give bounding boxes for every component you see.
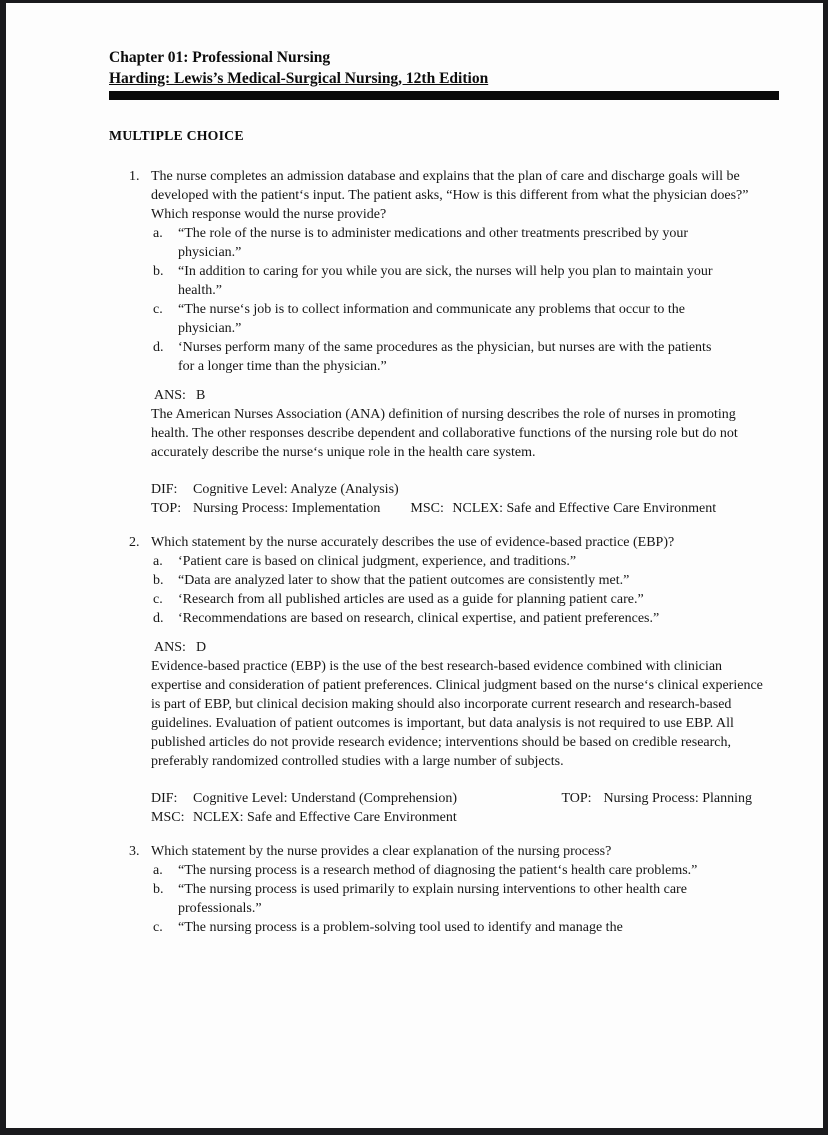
option-text: ‘Nurses perform many of the same procedures as the physician, but nurses are with the patients for a longer time than the physician.” — [178, 340, 712, 374]
option-row — [151, 552, 768, 571]
answer-value: D — [196, 640, 207, 655]
option-row — [151, 262, 768, 300]
question-number: 3. — [129, 844, 140, 859]
option-row — [151, 338, 768, 376]
answer-label: ANS: — [154, 388, 186, 403]
option-text: “The nursing process is used primarily to explain nursing interventions to other health care professionals.” — [178, 882, 687, 916]
meta-label-dif: DIF: — [151, 791, 178, 806]
option-letter: b. — [153, 882, 164, 897]
option-text: “The nursing process is a research method of diagnosing the patient‘s health care problems.” — [178, 863, 698, 878]
meta-segment — [410, 499, 716, 518]
answer-label: ANS: — [154, 640, 186, 655]
question-list — [109, 167, 768, 937]
meta-label-msc: MSC: — [151, 810, 185, 825]
question-number: 2. — [129, 535, 140, 550]
meta-line — [151, 789, 752, 808]
meta-line — [151, 480, 768, 499]
meta-line — [151, 808, 768, 827]
meta-segment — [151, 499, 380, 518]
option-letter: a. — [153, 226, 163, 241]
section-title: MULTIPLE CHOICE — [109, 128, 244, 143]
question-stem: Which statement by the nurse provides a clear explanation of the nursing process? — [151, 844, 612, 859]
option-row — [151, 590, 768, 609]
meta-value: Nursing Process: Implementation — [193, 501, 381, 516]
option-row — [151, 861, 768, 880]
meta-label-top: TOP: — [151, 501, 182, 516]
question-1 — [109, 167, 768, 518]
answer-value: B — [196, 388, 206, 403]
answer-line — [151, 638, 768, 657]
option-text: “The nursing process is a problem-solving tool used to identify and manage the — [178, 920, 623, 935]
question-number: 1. — [129, 169, 140, 184]
question-3 — [109, 842, 768, 937]
chapter-title: Chapter 01: Professional Nursing — [109, 49, 331, 66]
book-title: Harding: Lewis’s Medical-Surgical Nursing, 12th Edition — [109, 69, 489, 87]
option-text: “The role of the nurse is to administer medications and other treatments prescribed by your physician.” — [178, 226, 689, 260]
meta-value: Cognitive Level: Analyze (Analysis) — [193, 482, 399, 497]
meta-value: Cognitive Level: Understand (Comprehension) — [193, 791, 457, 806]
meta-segment — [561, 789, 752, 808]
option-row — [151, 571, 768, 590]
option-letter: c. — [153, 592, 163, 607]
header-divider-bar — [109, 91, 779, 100]
option-letter: d. — [153, 340, 164, 355]
meta-label-dif: DIF: — [151, 482, 178, 497]
document-page — [6, 3, 823, 1128]
question-body — [151, 842, 768, 937]
document-header — [109, 48, 768, 89]
meta-value: Nursing Process: Planning — [603, 791, 752, 806]
option-row — [151, 224, 768, 262]
rationale: Evidence-based practice (EBP) is the use of the best research-based evidence combined with clinician expertise and consideration of patient preferences. Clinical judgment based on the nurse‘s clinical experience is part of EBP, but clinical decision making should also incorporate current research and research-based guidelines. Evaluation of patient outcomes is important, but data analysis is not required to use EBP. All published articles do not provide research evidence; interventions should be based on credible research, preferably randomized controlled studies with a large number of subjects. — [151, 659, 763, 769]
option-letter: a. — [153, 554, 163, 569]
question-stem: Which statement by the nurse accurately describes the use of evidence-based practice (EBP)? — [151, 535, 675, 550]
answer-line — [151, 386, 768, 405]
option-letter: a. — [153, 863, 163, 878]
option-row — [151, 880, 768, 918]
question-body — [151, 167, 768, 518]
option-text: ‘Recommendations are based on research, clinical expertise, and patient preferences.” — [178, 611, 660, 626]
option-text: “Data are analyzed later to show that the patient outcomes are consistently met.” — [178, 573, 630, 588]
option-text: “The nurse‘s job is to collect information and communicate any problems that occur to the physician.” — [178, 302, 685, 336]
meta-block — [151, 789, 768, 827]
option-letter: c. — [153, 920, 163, 935]
meta-value: NCLEX: Safe and Effective Care Environment — [193, 810, 457, 825]
option-row — [151, 918, 768, 937]
option-text: ‘Research from all published articles are used as a guide for planning patient care.” — [178, 592, 644, 607]
option-text: “In addition to caring for you while you are sick, the nurses will help you plan to maintain your health.” — [178, 264, 713, 298]
option-row — [151, 300, 768, 338]
option-row — [151, 609, 768, 628]
meta-label-top: TOP: — [561, 791, 592, 806]
option-letter: d. — [153, 611, 164, 626]
rationale: The American Nurses Association (ANA) definition of nursing describes the role of nurses in promoting health. The other responses describe dependent and collaborative functions of the nursing role but do not accurately describe the nurse‘s unique role in the health care system. — [151, 407, 738, 460]
meta-label-msc: MSC: — [410, 501, 444, 516]
question-body — [151, 533, 768, 827]
option-letter: c. — [153, 302, 163, 317]
meta-block — [151, 480, 768, 518]
meta-line — [151, 499, 768, 518]
question-2 — [109, 533, 768, 827]
question-stem: The nurse completes an admission database and explains that the plan of care and discharge goals will be developed with the patient‘s input. The patient asks, “How is this different from what the physician does?” Which response would the nurse provide? — [151, 169, 749, 222]
meta-segment — [151, 789, 457, 808]
meta-segment — [151, 480, 399, 499]
option-letter: b. — [153, 573, 164, 588]
page-content — [6, 3, 823, 937]
option-letter: b. — [153, 264, 164, 279]
meta-value: NCLEX: Safe and Effective Care Environment — [452, 501, 717, 516]
option-text: ‘Patient care is based on clinical judgment, experience, and traditions.” — [178, 554, 577, 569]
meta-segment — [151, 808, 457, 827]
